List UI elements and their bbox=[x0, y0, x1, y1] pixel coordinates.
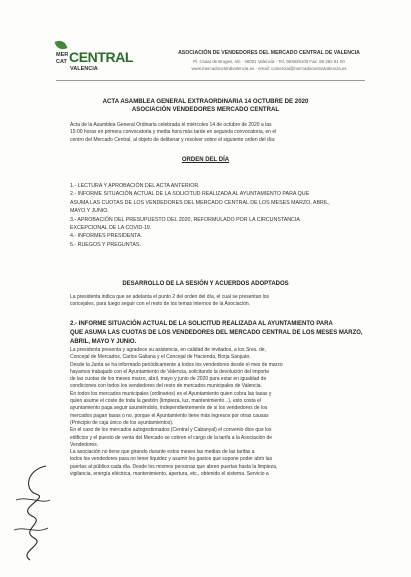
leaf-icon bbox=[55, 39, 68, 52]
section2-heading-line: 2.- INFORME SITUACIÓN ACTUAL DE LA SOLICITUD REALIZADA AL AYUNTAMIENTO PARA bbox=[70, 321, 333, 327]
section2-line: Desde la Junta se ha informado periódicamente a todos los vendedores desde el mes de marzo bbox=[70, 361, 283, 368]
document-title: ACTA ASAMBLEA GENERAL EXTRAORDINARIA 14 OCTUBRE DE 2020 bbox=[102, 98, 309, 105]
logo-cat: CAT bbox=[56, 58, 67, 65]
section2-heading-line: ABRIL, MAYO Y JUNIO. bbox=[70, 339, 137, 346]
development-line: concejales, para luego seguir con el resto de los temas internos de la Asociación. bbox=[70, 301, 251, 308]
order-item: 2.- INFORME SITUACIÓN ACTUAL DE LA SOLICITUD REALIZADA AL AYUNTAMIENTO PARA QUE bbox=[70, 191, 310, 198]
section2-heading-line: QUE ASUMA LAS CUOTAS DE LOS VENDEDORES DEL MERCADO CENTRAL DE LOS MESES MARZO, bbox=[70, 330, 363, 337]
document-subtitle: ASOCIACIÓN VENDEDORES MERCADO CENTRAL bbox=[131, 106, 280, 113]
section2-line: La asociación no tiene que girando durante estos meses las medias de las tarifas a bbox=[70, 449, 255, 456]
development-paragraph bbox=[70, 294, 365, 309]
development-line: La presidenta indica que se adelanta el punto 2 del orden del día, el cual se presentan los bbox=[70, 294, 270, 300]
order-item: ASUMA LAS CUOTAS DE LOS VENDEDORES DEL MERCADO CENTRAL DE LOS MESES MARZO, ABRIL, bbox=[70, 199, 330, 206]
section2-line: (Principio de caja único de los ayuntamientos). bbox=[70, 419, 174, 426]
section2-line: ayuntamiento paga seguir asumiéndolo, independientemente de si los vendedores de los bbox=[70, 405, 268, 412]
association-name: ASOCIACIÓN DE VENDEDORES DEL MERCADO CENTRAL DE VALENCIA bbox=[178, 50, 360, 56]
logo-mer: MER bbox=[56, 52, 69, 58]
order-list bbox=[70, 182, 365, 249]
section2-line: hayamos trabajado con el Ayuntamiento de Valencia, solicitando la devolución del importe bbox=[70, 368, 270, 375]
section2-line: puertas al público cada día. Desde los mismos personas que abren puertas hasta la limpieza, bbox=[70, 463, 278, 470]
order-item: 4.- INFORMES PRESIDENTA. bbox=[70, 233, 143, 240]
header-divider bbox=[56, 80, 365, 81]
logo-mer-cat bbox=[56, 52, 68, 65]
handwritten-signature bbox=[6, 460, 58, 570]
section2-heading bbox=[70, 320, 365, 348]
section2-line: todos los vendedores para no tener liquidez y asumir los gastos que supone poder abrir las bbox=[70, 456, 273, 463]
development-heading: DESARROLLO DE LA SESIÓN Y ACUERDOS ADOPTADOS bbox=[122, 281, 289, 287]
order-item: MAYO Y JUNIO. bbox=[70, 208, 109, 215]
intro-line: 15:00 horas en primera convocatoria y media hora más tarde en segunda convocatoria, en el bbox=[70, 129, 277, 136]
section2-body bbox=[70, 347, 365, 478]
logo-valencia: VALENCIA bbox=[70, 66, 98, 72]
intro-line: Acta de la Asamblea General Ordinaria celebrada el miércoles 14 de octubre de 2020 a las bbox=[70, 122, 272, 128]
section2-line: edificios y el puesto de venta del Mercado se cobren el cargo de la tarifa a la Asociación de bbox=[70, 434, 273, 441]
section2-line: condiciones con todos los vendedores del resto de mercados municipales de Valencia. bbox=[70, 383, 262, 390]
section2-line: Vendedores. bbox=[70, 441, 99, 448]
order-item: 1.- LECTURA Y APROBACIÓN DEL ACTA ANTERIOR. bbox=[70, 183, 200, 189]
section2-line: de las cuotas de los meses marzo, abril, mayo y junio de 2020 para estar en igualdad de bbox=[70, 376, 267, 383]
logo-central: CENTRAL bbox=[69, 49, 134, 65]
section2-line: quien asume el coste de toda la gestión (limpieza, luz, mantenimiento...), esto costa el bbox=[70, 398, 261, 405]
section2-line: La presidenta presenta y agradece su asistencia, en calidad de invitados, a los Sres. de, bbox=[70, 347, 266, 353]
order-item: 5.- RUEGOS Y PREGUNTAS. bbox=[70, 241, 141, 248]
association-web: www.mercadocentralvalencia.es · email: comercial@mercadocentralvalencia.es bbox=[191, 66, 347, 71]
section2-line: mercados pagan tasas o no, porque el Ayuntamiento tiene más ingresos por otras causas bbox=[70, 412, 269, 419]
section2-line: vigilancia, energía eléctrica, mantenimiento, apertura, etc., obtenido el sistema. Servicio a bbox=[70, 471, 269, 478]
order-item: EXCEPCIONAL DE LA COVID-19. bbox=[70, 225, 152, 232]
order-item: 3.- APROBACIÓN DEL PRESUPUESTO DEL 2020, REFORMULADO POR LA CIRCUNSTANCIA bbox=[70, 216, 300, 223]
mercado-central-logo bbox=[56, 40, 134, 80]
intro-paragraph bbox=[70, 122, 365, 144]
section2-line: Concejal de Mercados, Carlos Galiana y el Concejal de Hacienda, Borja Sanjuán. bbox=[70, 354, 251, 361]
section2-line: En el caso de los mercados autogestionados (Central y Cabanyal) el convenio dice que los bbox=[70, 427, 272, 434]
association-address: Pl. Ciutat de Bruges, s/n · 46001 Valencia · Tel. 963829100 Fax. 96 382 91 00 bbox=[193, 59, 345, 64]
order-heading: ORDEN DEL DÍA bbox=[181, 157, 230, 163]
section2-line: En todos los mercados municipales (ordinarios) es el Ayuntamiento quien cobra las tasas y bbox=[70, 390, 272, 397]
intro-line: centro del Mercado Central, al objeto de deliberar y resolver sobre el siguiente orden del día: bbox=[70, 136, 276, 143]
